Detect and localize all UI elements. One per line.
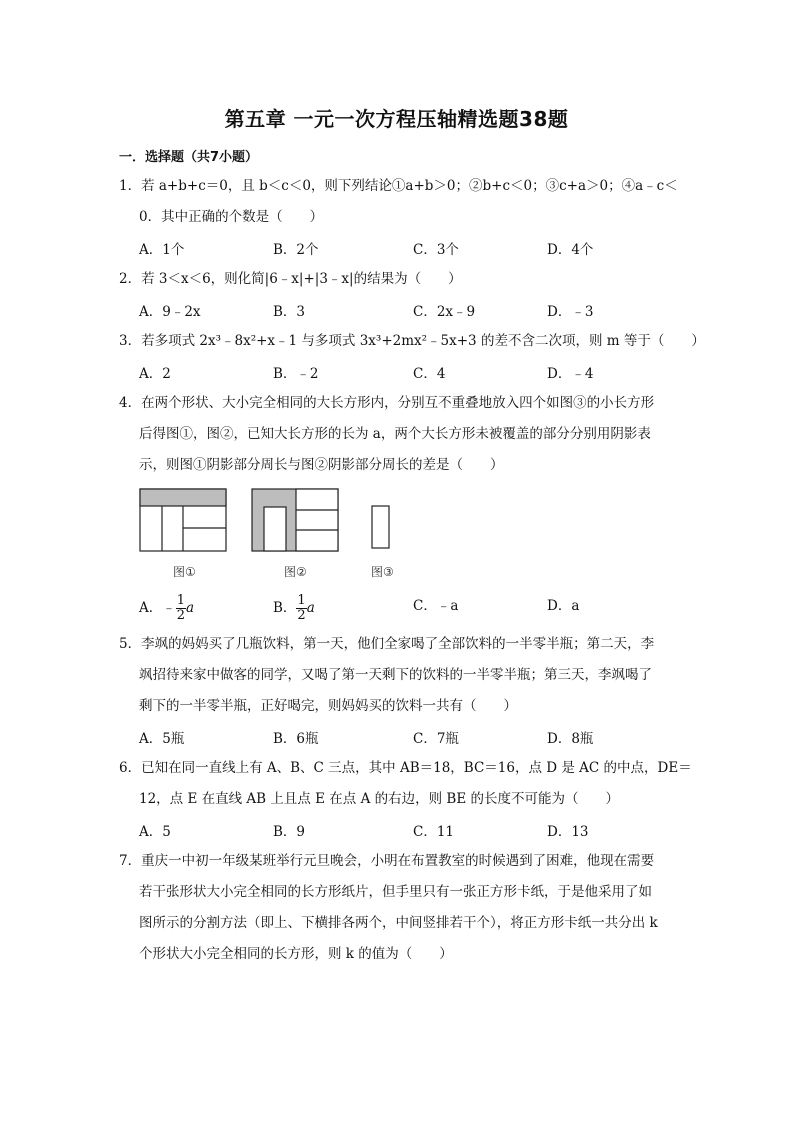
q2-option-d[interactable]: D．﹣3: [547, 304, 594, 320]
q6-option-d[interactable]: D．13: [547, 824, 589, 840]
q1-option-d[interactable]: D．4个: [547, 242, 594, 258]
q2-option-b[interactable]: B．3: [273, 304, 306, 320]
q5-option-d[interactable]: D．8瓶: [547, 731, 594, 747]
q2-option-a[interactable]: A．9﹣2x: [139, 304, 201, 320]
q4-option-a[interactable]: [139, 594, 194, 623]
q1-line-1: 1．若 a+b+c＝0，且 b＜c＜0，则下列结论①a+b＞0；②b+c＜0；③c+a＞0；④a﹣c＜: [119, 178, 678, 194]
q4-option-a-label: A．﹣: [139, 600, 176, 616]
q4-line-2: 后得图①，图②，已知大长方形的长为 a，两个大长方形未被覆盖的部分分别用阴影表: [139, 426, 651, 442]
variable-a: a: [186, 600, 195, 616]
q5-line-1: 5．李飒的妈妈买了几瓶饮料，第一天，他们全家喝了全部饮料的一半零半瓶；第二天，李: [119, 636, 655, 652]
q4-option-b[interactable]: [273, 594, 315, 623]
q5-option-c[interactable]: C．7瓶: [413, 731, 459, 747]
variable-a: a: [306, 600, 315, 616]
q7-line-4: 个形状大小完全相同的长方形，则 k 的值为（ ）: [139, 946, 453, 962]
fraction-numerator: 1: [176, 593, 186, 608]
q1-options: [139, 238, 679, 258]
q5-options: [139, 727, 679, 747]
figure-2-diagram: [251, 488, 340, 553]
half-fraction: [176, 594, 186, 623]
q2-option-c[interactable]: C．2x﹣9: [413, 304, 476, 320]
q4-option-c[interactable]: C．﹣a: [413, 598, 459, 614]
q6-option-c[interactable]: C．11: [413, 824, 455, 840]
q1-option-b[interactable]: B．2个: [273, 242, 319, 258]
q3-option-a[interactable]: A．2: [139, 366, 171, 382]
q4-options: [139, 593, 679, 623]
q6-line-1: 6．已知在同一直线上有 A、B、C 三点，其中 AB＝18，BC＝16，点 D 是 AC 的中点，DE＝: [119, 760, 692, 776]
q2-line-1: 2．若 3＜x＜6，则化简|6﹣x|+|3﹣x|的结果为（ ）: [119, 271, 462, 287]
q3-options: [139, 362, 679, 382]
figure-3-diagram: [371, 505, 391, 550]
figure-1-diagram: [139, 488, 228, 553]
fraction-numerator: 1: [297, 593, 306, 608]
page-title: 第五章 一元一次方程压轴精选题38题: [224, 107, 569, 131]
q6-line-2: 12，点 E 在直线 AB 上且点 E 在点 A 的右边，则 BE 的长度不可能为（ ）: [139, 791, 619, 807]
figure-1-caption: 图①: [173, 565, 196, 579]
q4-line-1: 4．在两个形状、大小完全相同的大长方形内，分别互不重叠地放入四个如图③的小长方形: [119, 395, 655, 411]
q4-option-d[interactable]: D．a: [547, 598, 580, 614]
q5-line-2: 飒招待来家中做客的同学，又喝了第一天剩下的饮料的一半零半瓶；第三天，李飒喝了: [139, 667, 652, 683]
q7-line-1: 7．重庆一中初一年级某班举行元旦晚会，小明在布置教室的时候遇到了困难，他现在需要: [119, 853, 655, 869]
half-fraction: [296, 594, 306, 623]
q5-line-3: 剩下的一半零半瓶，正好喝完，则妈妈买的饮料一共有（ ）: [139, 698, 517, 714]
q3-option-b[interactable]: B．﹣2: [273, 366, 319, 382]
q6-option-b[interactable]: B．9: [273, 824, 306, 840]
section-heading: 一．选择题（共7小题）: [119, 150, 259, 165]
q6-option-a[interactable]: A．5: [139, 824, 171, 840]
fraction-denominator: 2: [297, 608, 306, 623]
q3-option-c[interactable]: C．4: [413, 366, 446, 382]
q4-line-3: 示，则图①阴影部分周长与图②阴影部分周长的差是（ ）: [139, 457, 504, 473]
q1-option-a[interactable]: A．1个: [139, 242, 185, 258]
figure-3-caption: 图③: [371, 565, 394, 579]
q5-option-b[interactable]: B．6瓶: [273, 731, 319, 747]
q7-line-3: 图所示的分割方法（即上、下横排各两个，中间竖排若干个），将正方形卡纸一共分出 k: [139, 915, 658, 931]
q7-line-2: 若干张形状大小完全相同的长方形纸片，但手里只有一张正方形卡纸，于是他采用了如: [139, 884, 652, 900]
q1-line-2: 0．其中正确的个数是（ ）: [139, 209, 324, 225]
q1-option-c[interactable]: C．3个: [413, 242, 459, 258]
q2-options: [139, 300, 679, 320]
q6-options: [139, 820, 679, 840]
q5-option-a[interactable]: A．5瓶: [139, 731, 185, 747]
figure-2-caption: 图②: [284, 565, 307, 579]
q3-option-d[interactable]: D．﹣4: [547, 366, 594, 382]
fraction-denominator: 2: [176, 608, 186, 623]
q4-option-b-label: B．: [273, 600, 297, 616]
q3-line-1: 3．若多项式 2x³﹣8x²+x﹣1 与多项式 3x³+2mx²﹣5x+3 的差不含二次项，则 m 等于（ ）: [119, 333, 705, 349]
